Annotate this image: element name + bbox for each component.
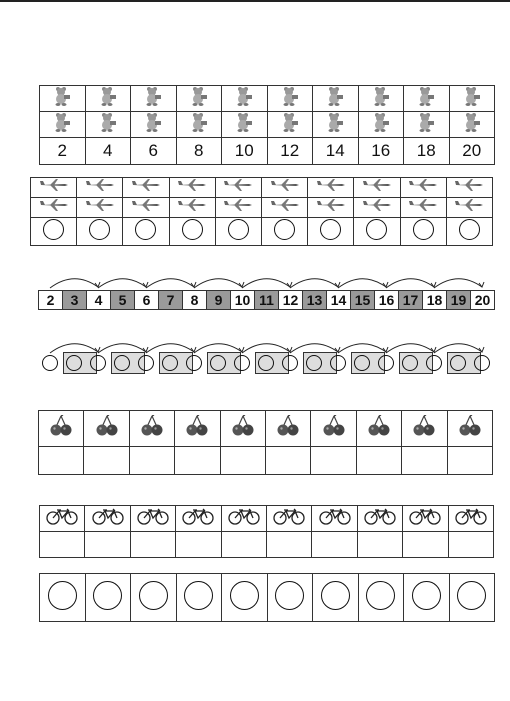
shaded-number-cell: 5: [110, 290, 135, 310]
shaded-number-cell: 3: [62, 290, 87, 310]
empty-circles-table: [39, 573, 495, 622]
skip-arrow: [290, 344, 338, 353]
bicycle-icon: [409, 507, 441, 530]
bicycle-icon: [273, 507, 305, 530]
shaded-number-cell: 19: [446, 290, 471, 310]
bicycle-icon: [92, 507, 124, 530]
answer-circle-cell[interactable]: [85, 574, 131, 622]
answer-cell[interactable]: [176, 532, 221, 558]
skip-arrow: [146, 344, 194, 353]
arrow-head: [287, 347, 292, 352]
answer-circle[interactable]: [412, 581, 441, 610]
answer-cell[interactable]: [312, 532, 357, 558]
count-number: 16: [358, 138, 404, 165]
shaded-number-cell: 15: [350, 290, 375, 310]
answer-cell[interactable]: [220, 447, 265, 475]
count-number: 18: [404, 138, 450, 165]
cherries-icon: [231, 415, 255, 442]
shaded-number-cell: 17: [398, 290, 423, 310]
skip-arrow: [434, 344, 482, 353]
answer-circle[interactable]: [457, 581, 486, 610]
answer-cell[interactable]: [311, 447, 356, 475]
answer-circle-cell[interactable]: [358, 574, 404, 622]
answer-circle[interactable]: [275, 581, 304, 610]
answer-circle[interactable]: [48, 581, 77, 610]
icon-cell: [84, 411, 129, 447]
arrow-head: [335, 347, 340, 352]
count-number: 20: [449, 138, 495, 165]
answer-circle-cell[interactable]: [404, 574, 450, 622]
answer-circle[interactable]: [139, 581, 168, 610]
answer-cell[interactable]: [175, 447, 220, 475]
shaded-number-cell: 11: [254, 290, 279, 310]
cherries-count-table: [38, 410, 493, 475]
answer-circle[interactable]: [93, 581, 122, 610]
answer-cell[interactable]: [221, 532, 266, 558]
number-cell: 18: [422, 290, 447, 310]
cherries-icon: [458, 415, 482, 442]
count-number: 14: [313, 138, 359, 165]
answer-cell[interactable]: [39, 447, 84, 475]
answer-circle[interactable]: [184, 581, 213, 610]
icon-cell: [265, 411, 310, 447]
icon-cell: [402, 411, 447, 447]
icon-cell: [357, 506, 402, 532]
skip-arrow: [338, 344, 386, 353]
arrow-head: [143, 347, 148, 352]
shaded-number-cell: 13: [302, 290, 327, 310]
number-cell: 12: [278, 290, 303, 310]
number-cell: 14: [326, 290, 351, 310]
icon-cell: [311, 411, 356, 447]
answer-cell[interactable]: [85, 532, 130, 558]
number-cell: 16: [374, 290, 399, 310]
cherries-icon: [185, 415, 209, 442]
number-cell: 6: [134, 290, 159, 310]
arrow-head: [239, 347, 244, 352]
icon-cell: [220, 411, 265, 447]
bicycle-icon: [455, 507, 487, 530]
count-number: 12: [267, 138, 313, 165]
skip-arrow: [386, 344, 434, 353]
icon-cell: [130, 506, 175, 532]
number-cell: 2: [38, 290, 63, 310]
cherries-icon: [322, 415, 346, 442]
icon-cell: [448, 506, 493, 532]
cherries-icon: [95, 415, 119, 442]
count-number: 2: [40, 138, 86, 165]
answer-circle[interactable]: [366, 581, 395, 610]
cherries-icon: [367, 415, 391, 442]
answer-circle[interactable]: [321, 581, 350, 610]
icon-cell: [85, 506, 130, 532]
answer-cell[interactable]: [403, 532, 448, 558]
bicycle-icon: [182, 507, 214, 530]
answer-circle[interactable]: [230, 581, 259, 610]
count-number: 8: [176, 138, 222, 165]
answer-cell[interactable]: [265, 447, 310, 475]
skip-arrow: [242, 344, 290, 353]
arrow-head: [431, 347, 436, 352]
icon-cell: [40, 506, 85, 532]
icon-cell: [312, 506, 357, 532]
icon-cell: [176, 506, 221, 532]
icon-cell: [403, 506, 448, 532]
cherries-icon: [412, 415, 436, 442]
bicycle-icon: [364, 507, 396, 530]
number-cell: 4: [86, 290, 111, 310]
cherries-icon: [49, 415, 73, 442]
answer-cell[interactable]: [447, 447, 492, 475]
answer-cell[interactable]: [130, 532, 175, 558]
shaded-number-cell: 7: [158, 290, 183, 310]
answer-cell[interactable]: [129, 447, 174, 475]
icon-cell: [447, 411, 492, 447]
shaded-number-cell: 9: [206, 290, 231, 310]
answer-cell[interactable]: [357, 532, 402, 558]
number-cell: 10: [230, 290, 255, 310]
bicycle-icon: [319, 507, 351, 530]
number-cell: 8: [182, 290, 207, 310]
answer-cell[interactable]: [40, 532, 85, 558]
number-cell: 20: [470, 290, 495, 310]
answer-circle-cell[interactable]: [176, 574, 222, 622]
answer-circle-cell[interactable]: [222, 574, 268, 622]
icon-cell: [266, 506, 311, 532]
bicycle-icon: [46, 507, 78, 530]
bicycle-icon: [137, 507, 169, 530]
answer-cell[interactable]: [448, 532, 493, 558]
icon-cell: [221, 506, 266, 532]
skip-arrow: [98, 344, 146, 353]
arrow-head: [95, 347, 100, 352]
cherries-icon: [276, 415, 300, 442]
answer-cell[interactable]: [356, 447, 401, 475]
answer-circle-cell[interactable]: [449, 574, 495, 622]
arrow-head: [191, 347, 196, 352]
bicycle-icon: [228, 507, 260, 530]
icon-cell: [39, 411, 84, 447]
icon-cell: [129, 411, 174, 447]
answer-cell[interactable]: [266, 532, 311, 558]
count-number: 4: [85, 138, 131, 165]
cherries-icon: [140, 415, 164, 442]
bicycles-count-table: [39, 505, 494, 558]
answer-circle-cell[interactable]: [313, 574, 359, 622]
answer-cell[interactable]: [402, 447, 447, 475]
answer-circle-cell[interactable]: [267, 574, 313, 622]
answer-circle-cell[interactable]: [131, 574, 177, 622]
icon-cell: [175, 411, 220, 447]
arrow-head: [479, 347, 484, 352]
arrow-head: [383, 347, 388, 352]
skip-arrow: [50, 344, 98, 353]
answer-circle-cell[interactable]: [40, 574, 86, 622]
answer-cell[interactable]: [84, 447, 129, 475]
skip-arrow: [194, 344, 242, 353]
icon-cell: [356, 411, 401, 447]
count-number: 10: [222, 138, 268, 165]
count-number: 6: [131, 138, 177, 165]
